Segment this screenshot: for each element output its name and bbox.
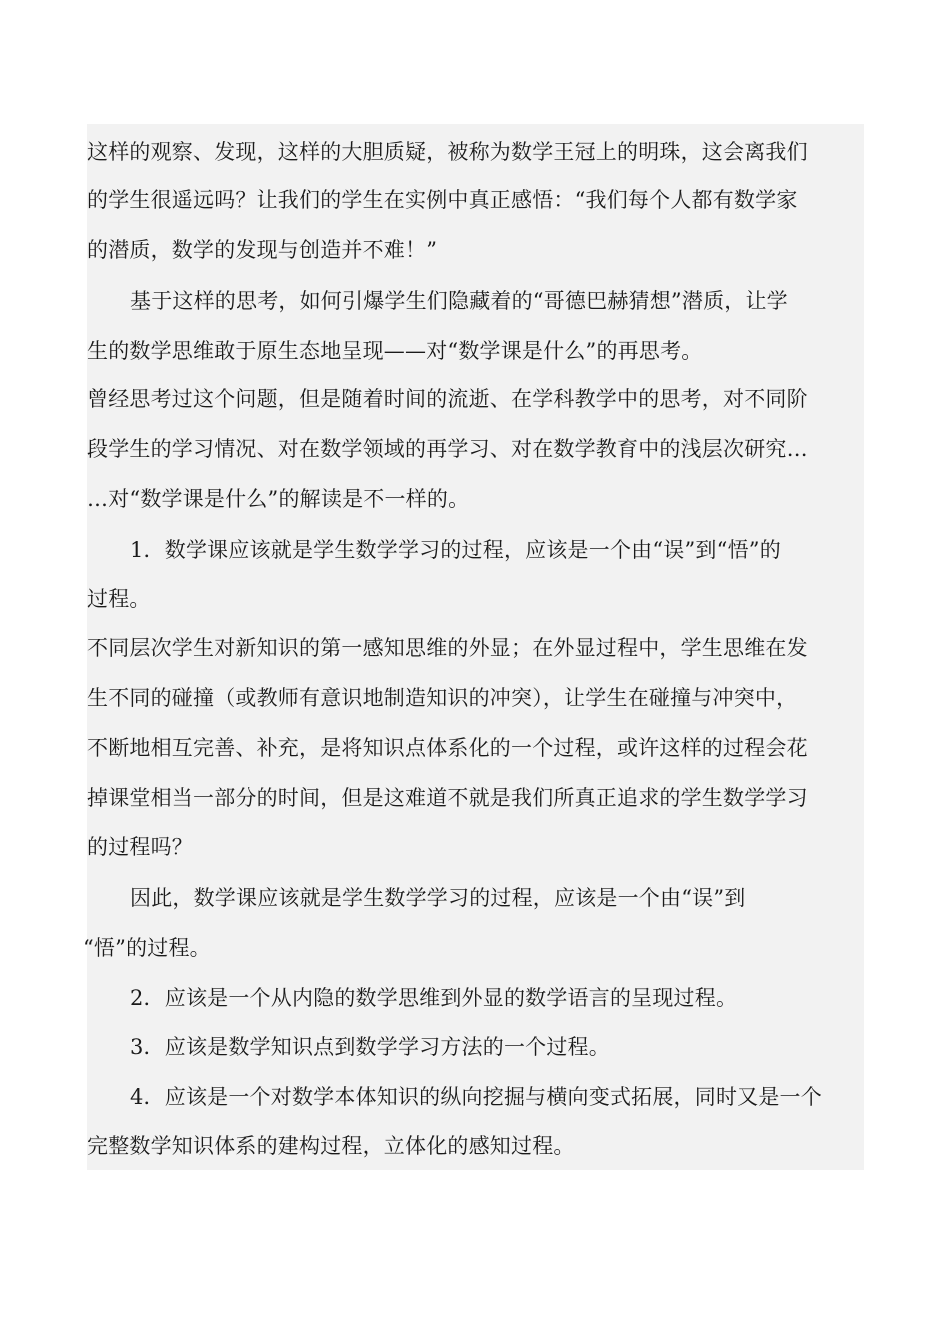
paragraph-line: 不同层次学生对新知识的第一感知思维的外显；在外显过程中，学生思维在发 <box>87 636 808 660</box>
list-item-1: 1．数学课应该就是学生数学学习的过程，应该是一个由“误”到“悟”的 <box>130 538 781 562</box>
paragraph-line: 的过程吗？ <box>87 835 193 859</box>
paragraph-line: 曾经思考过这个问题，但是随着时间的流逝、在学科教学中的思考，对不同阶 <box>87 387 808 411</box>
paragraph-line: 掉课堂相当一部分的时间，但是这难道不就是我们所真正追求的学生数学学习 <box>87 786 808 810</box>
list-item-4: 4．应该是一个对数学本体知识的纵向挖掘与横向变式拓展，同时又是一个 <box>130 1085 822 1109</box>
paragraph-line: 因此，数学课应该就是学生数学学习的过程，应该是一个由“误”到 <box>130 886 746 910</box>
paragraph-line: 段学生的学习情况、对在数学领域的再学习、对在数学教育中的浅层次研究… <box>87 437 808 461</box>
paragraph-line: 的学生很遥远吗？让我们的学生在实例中真正感悟：“我们每个人都有数学家 <box>87 188 798 212</box>
paragraph-line: 生不同的碰撞（或教师有意识地制造知识的冲突），让学生在碰撞与冲突中， <box>87 686 798 710</box>
paragraph-line: 的潜质，数学的发现与创造并不难！” <box>87 238 438 262</box>
paragraph-line: …对“数学课是什么”的解读是不一样的。 <box>87 487 470 511</box>
paragraph-line: “悟”的过程。 <box>83 936 211 960</box>
list-item-2: 2．应该是一个从内隐的数学思维到外显的数学语言的呈现过程。 <box>130 986 738 1010</box>
paragraph-line: 过程。 <box>87 587 151 611</box>
paragraph-line: 生的数学思维敢于原生态地呈现——对“数学课是什么”的再思考。 <box>87 339 703 363</box>
paragraph-line: 完整数学知识体系的建构过程，立体化的感知过程。 <box>87 1134 575 1158</box>
list-item-3: 3．应该是数学知识点到数学学习方法的一个过程。 <box>130 1035 610 1059</box>
document-body <box>83 124 864 1170</box>
paragraph-line: 不断地相互完善、补充，是将知识点体系化的一个过程，或许这样的过程会花 <box>87 736 808 760</box>
paragraph-line: 基于这样的思考，如何引爆学生们隐藏着的“哥德巴赫猜想”潜质，让学 <box>130 289 788 313</box>
paragraph-line: 这样的观察、发现，这样的大胆质疑，被称为数学王冠上的明珠，这会离我们 <box>87 140 808 164</box>
